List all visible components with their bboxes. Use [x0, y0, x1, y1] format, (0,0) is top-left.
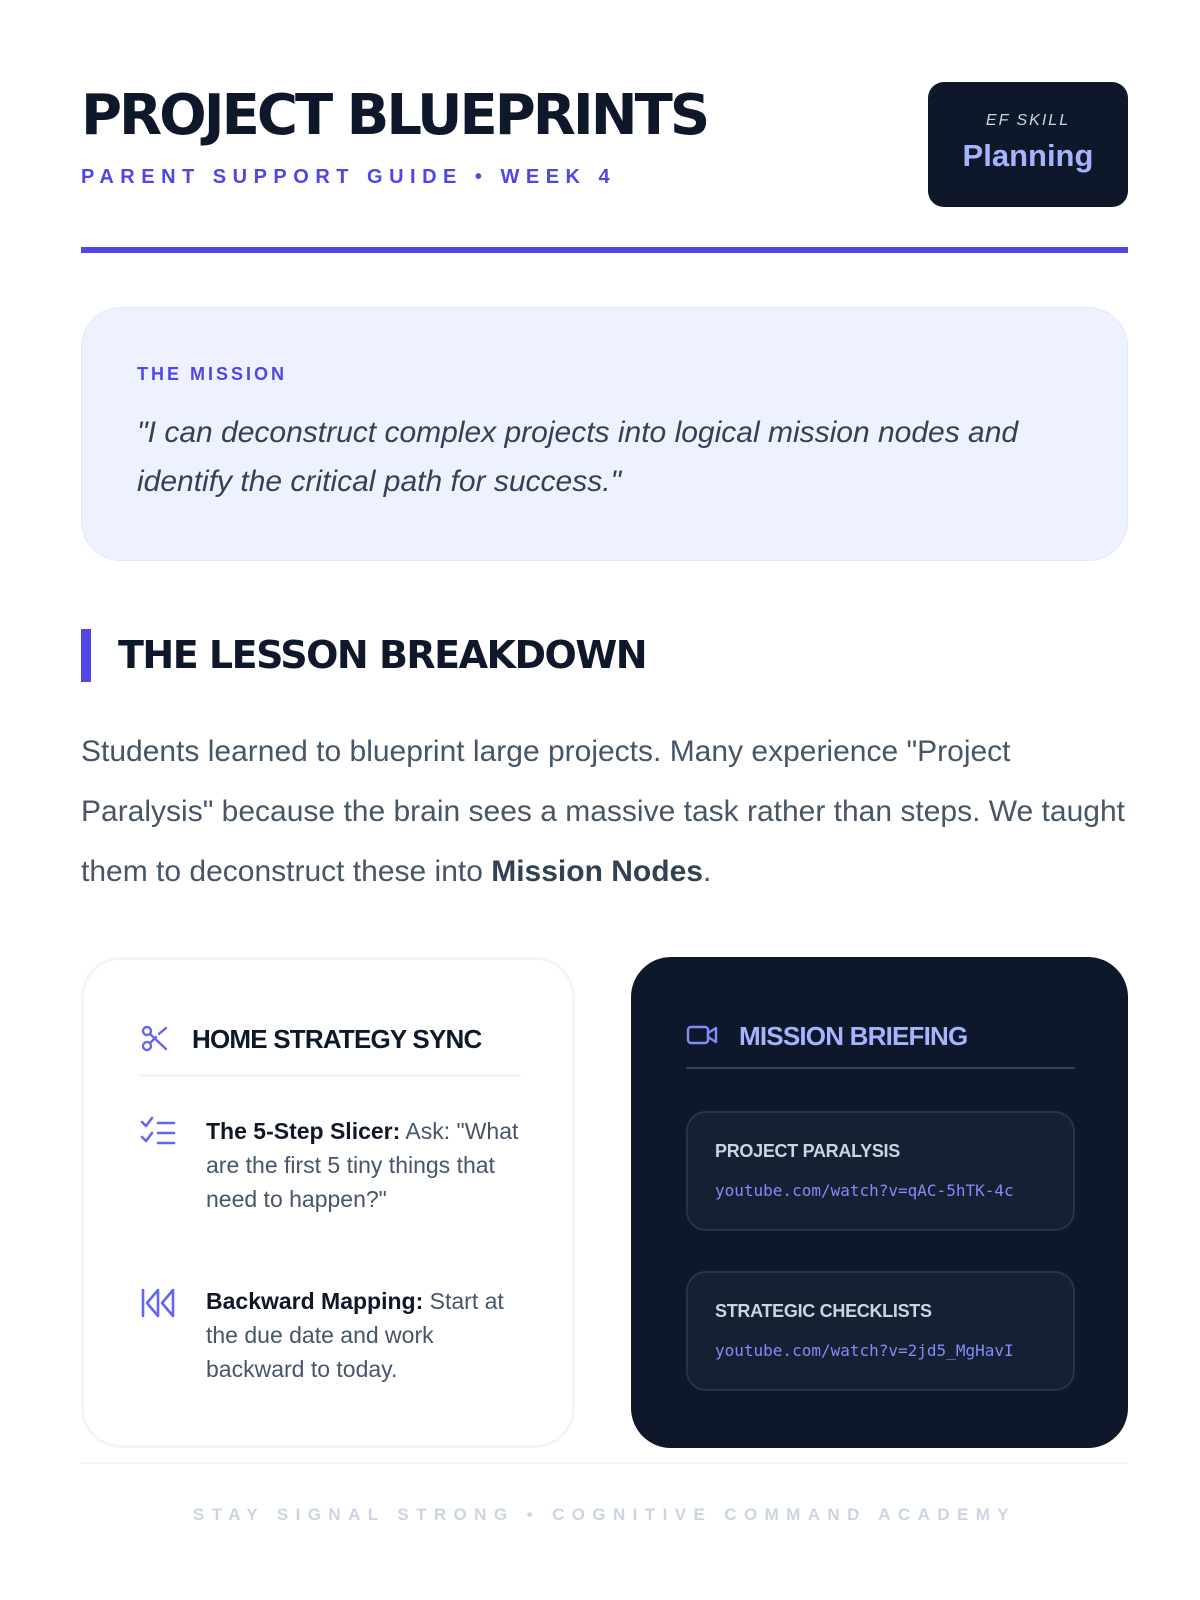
tip-text	[206, 1284, 526, 1386]
tip-body: Start at the due date and work backward to today.	[206, 1288, 504, 1382]
page	[81, 0, 1128, 1600]
home-strategy-card	[81, 957, 575, 1448]
lesson-accent-bar	[81, 629, 91, 682]
video-link-card[interactable]	[686, 1271, 1075, 1391]
video-url[interactable]: youtube.com/watch?v=qAC-5hTK-4c	[715, 1181, 1014, 1200]
header-divider	[81, 247, 1128, 253]
skill-badge	[928, 82, 1128, 207]
video-icon	[686, 1019, 718, 1051]
skill-value: Planning	[962, 138, 1094, 173]
tip-body: Ask: "What are the first 5 tiny things that need to happen?"	[206, 1118, 519, 1212]
footer-divider	[81, 1462, 1128, 1464]
video-title: STRATEGIC CHECKLISTS	[715, 1301, 932, 1321]
lesson-body-emphasis: Mission Nodes	[491, 855, 703, 888]
footer-text: STAY SIGNAL STRONG • COGNITIVE COMMAND ACADEMY	[192, 1505, 1016, 1524]
rewind-icon	[139, 1284, 177, 1322]
page-title: PROJECT BLUEPRINTS	[81, 83, 708, 148]
lesson-body-end: .	[702, 855, 712, 888]
video-title: PROJECT PARALYSIS	[715, 1141, 900, 1161]
mission-panel	[81, 307, 1128, 561]
lesson-title: THE LESSON BREAKDOWN	[118, 633, 647, 677]
lesson-body-text: Students learned to blueprint large projects. Many experience "Project Paralysis" because the brain sees a massive task rather than steps. We taught them to deconstruct these into	[81, 735, 1125, 888]
video-link-card[interactable]	[686, 1111, 1075, 1231]
checklist-icon	[139, 1114, 177, 1152]
mission-label: THE MISSION	[137, 364, 288, 384]
tip-text	[206, 1114, 526, 1216]
home-strategy-divider	[139, 1074, 521, 1077]
scissors-icon	[139, 1022, 171, 1054]
header	[81, 82, 1128, 212]
lesson-body	[81, 722, 1128, 902]
video-url[interactable]: youtube.com/watch?v=2jd5_MgHavI	[715, 1341, 1014, 1360]
tip-label: Backward Mapping:	[206, 1288, 424, 1314]
skill-label: EF SKILL	[985, 112, 1071, 129]
tip-label: The 5-Step Slicer:	[206, 1118, 401, 1144]
mission-briefing-title: MISSION BRIEFING	[739, 1021, 968, 1051]
page-subtitle: PARENT SUPPORT GUIDE • WEEK 4	[81, 166, 617, 188]
mission-briefing-divider	[686, 1067, 1075, 1069]
mission-briefing-card	[631, 957, 1128, 1448]
home-strategy-title: HOME STRATEGY SYNC	[192, 1024, 482, 1054]
mission-quote: "I can deconstruct complex projects into logical mission nodes and identify the critical path for success."	[137, 416, 1019, 498]
